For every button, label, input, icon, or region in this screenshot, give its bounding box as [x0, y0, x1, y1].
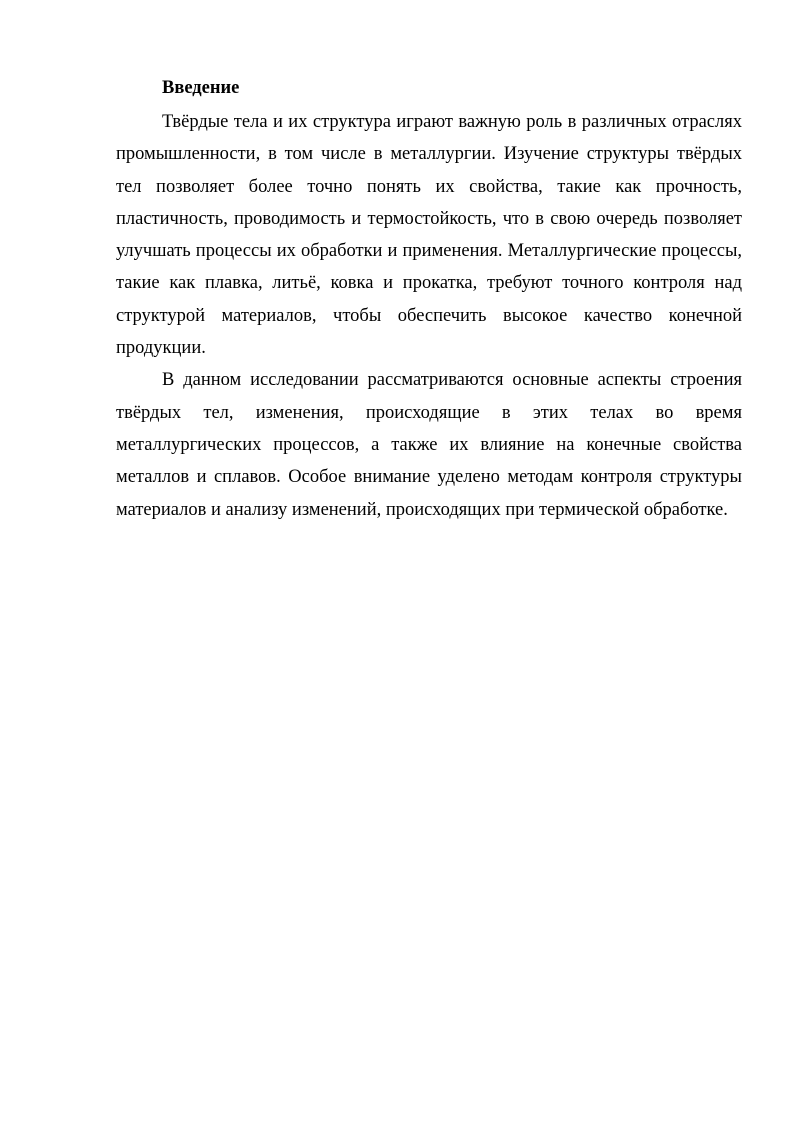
paragraph: Твёрдые тела и их структура играют важную роль в различных отраслях промышленности, в том числе в металлургии. Изучение структуры твёрдых тел позволяет более точно понять их свойства, такие как прочность, пластичность, проводимость и термостойкость, что в свою очередь позволяет улучшать процессы их обработки и применения. Металлургические процессы, такие как плавка, литьё, ковка и прокатка, требуют точного контроля над структурой материалов, чтобы обеспечить высокое качество конечной продукции.	[116, 112, 742, 359]
paragraph: В данном исследовании рассматриваются основные аспекты строения твёрдых тел, изменения, происходящие в этих телах во время металлургических процессов, а также их влияние на конечные свойства металлов и сплавов. Особое внимание уделено методам контроля структуры материалов и анализу изменений, происходящих при термической обработке.	[116, 370, 742, 520]
document-body	[116, 78, 742, 526]
section-heading: Введение	[162, 78, 240, 98]
